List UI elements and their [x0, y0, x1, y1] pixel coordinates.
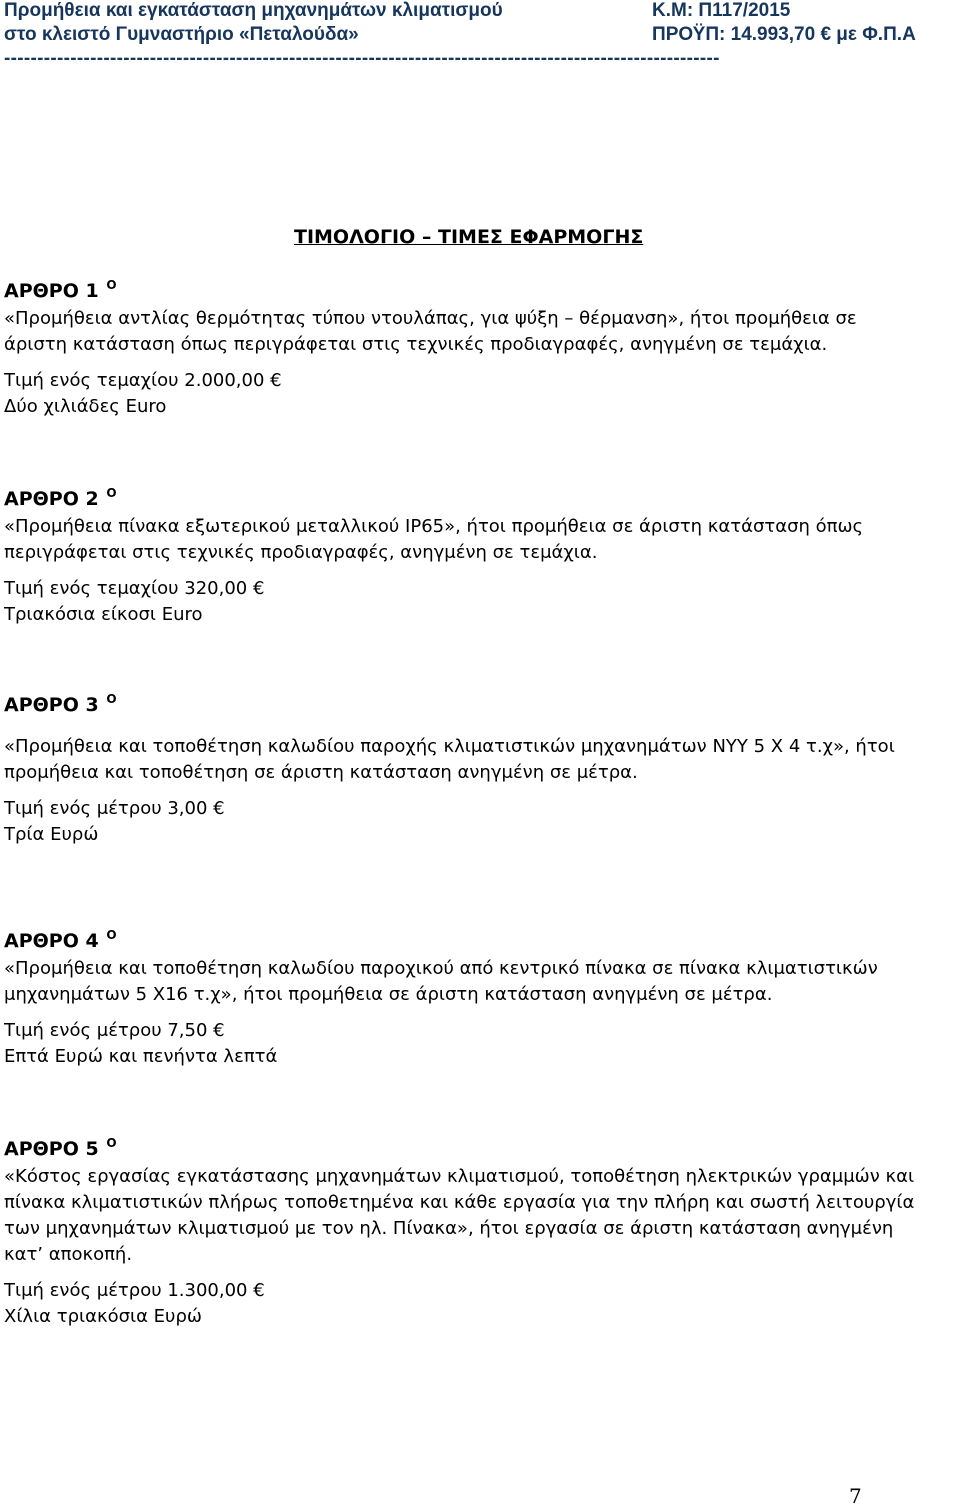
article-price: Τιμή ενός τεμαχίου 2.000,00 € — [4, 370, 282, 391]
article-heading — [4, 690, 932, 720]
article-heading — [4, 276, 932, 306]
article-heading — [4, 926, 932, 956]
article-description — [4, 1164, 932, 1268]
article-price-words: Δύο χιλιάδες Euro — [4, 396, 167, 417]
article-heading-superscript: Ο — [106, 928, 117, 942]
article-description-line: μηχανημάτων 5 X16 τ.χ», ήτοι προμήθεια σε άριστη κατάσταση ανηγμένη σε μέτρα. — [4, 984, 773, 1005]
article-price: Τιμή ενός τεμαχίου 320,00 € — [4, 578, 265, 599]
article-price-words: Τριακόσια είκοσι Euro — [4, 604, 203, 625]
article-3 — [4, 690, 932, 848]
article-4 — [4, 926, 932, 1070]
article-5 — [4, 1134, 932, 1330]
header-project-title: Προμήθεια και εγκατάσταση μηχανημάτων κλιματισμού — [4, 0, 503, 21]
article-description-line: κατ’ αποκοπή. — [4, 1244, 133, 1265]
article-heading-text: ΑΡΘΡΟ 3 — [4, 694, 99, 716]
article-heading-text: ΑΡΘΡΟ 5 — [4, 1138, 99, 1160]
header-code: Κ.Μ: Π117/2015 — [652, 0, 791, 21]
article-description-line: «Προμήθεια αντλίας θερμότητας τύπου ντουλάπας, για ψύξη – θέρμανση», ήτοι προμήθεια σε — [4, 308, 857, 329]
article-description-line: πίνακα κλιματιστικών πλήρως τοποθετημένα και κάθε εργασία για την πλήρη και σωστή λειτουργία — [4, 1192, 915, 1213]
article-price-words: Τρία Ευρώ — [4, 824, 99, 845]
article-price-words: Επτά Ευρώ και πενήντα λεπτά — [4, 1046, 278, 1067]
article-description-line: προμήθεια και τοποθέτηση σε άριστη κατάσταση ανηγμένη σε μέτρα. — [4, 762, 638, 783]
article-heading-text: ΑΡΘΡΟ 4 — [4, 930, 99, 952]
article-price: Τιμή ενός μέτρου 7,50 € — [4, 1020, 225, 1041]
article-heading — [4, 484, 932, 514]
header-budget: ΠΡΟΫΠ: 14.993,70 € με Φ.Π.Α — [652, 24, 916, 45]
document-title: ΤΙΜΟΛΟΓΙΟ – ΤΙΜΕΣ ΕΦΑΡΜΟΓΗΣ — [294, 226, 644, 248]
article-description — [4, 514, 932, 566]
article-description-line: «Προμήθεια και τοποθέτηση καλωδίου παροχικού από κεντρικό πίνακα σε πίνακα κλιματιστικών — [4, 958, 878, 979]
header-row-2 — [4, 24, 956, 48]
article-heading-superscript: Ο — [106, 1136, 117, 1150]
article-1 — [4, 276, 932, 420]
article-2 — [4, 484, 932, 628]
article-price-words: Χίλια τριακόσια Ευρώ — [4, 1306, 202, 1327]
page-number: 7 — [849, 1484, 862, 1508]
header-row-1 — [4, 0, 956, 24]
article-description-line: «Κόστος εργασίας εγκατάστασης μηχανημάτων κλιματισμού, τοποθέτηση ηλεκτρικών γραμμών και — [4, 1166, 915, 1187]
article-description — [4, 956, 932, 1008]
article-description-line: των μηχανημάτων κλιματισμού με τον ηλ. Πίνακα», ήτοι εργασία σε άριστη κατάσταση ανηγμένη — [4, 1218, 894, 1239]
article-heading-superscript: Ο — [106, 278, 117, 292]
page-header — [4, 0, 956, 74]
article-description — [4, 306, 932, 358]
article-heading — [4, 1134, 932, 1164]
article-description-line: «Προμήθεια πίνακα εξωτερικού μεταλλικού IP65», ήτοι προμήθεια σε άριστη κατάσταση όπως — [4, 516, 864, 537]
article-description-line: «Προμήθεια και τοποθέτηση καλωδίου παροχής κλιματιστικών μηχανημάτων NYY 5 X 4 τ.χ», ήτοι — [4, 736, 895, 757]
article-heading-text: ΑΡΘΡΟ 2 — [4, 488, 99, 510]
article-heading-superscript: Ο — [106, 486, 117, 500]
article-price: Τιμή ενός μέτρου 3,00 € — [4, 798, 225, 819]
article-price: Τιμή ενός μέτρου 1.300,00 € — [4, 1280, 265, 1301]
header-location: στο κλειστό Γυμναστήριο «Πεταλούδα» — [4, 24, 359, 45]
article-heading-superscript: Ο — [106, 692, 117, 706]
article-description — [4, 734, 932, 786]
article-description-line: άριστη κατάσταση όπως περιγράφεται στις τεχνικές προδιαγραφές, ανηγμένη σε τεμάχια. — [4, 334, 828, 355]
article-description-line: περιγράφεται στις τεχνικές προδιαγραφές, ανηγμένη σε τεμάχια. — [4, 542, 598, 563]
article-heading-text: ΑΡΘΡΟ 1 — [4, 280, 99, 302]
header-separator: ------------------------------------------------------------------------------------------------------------ — [4, 48, 720, 69]
